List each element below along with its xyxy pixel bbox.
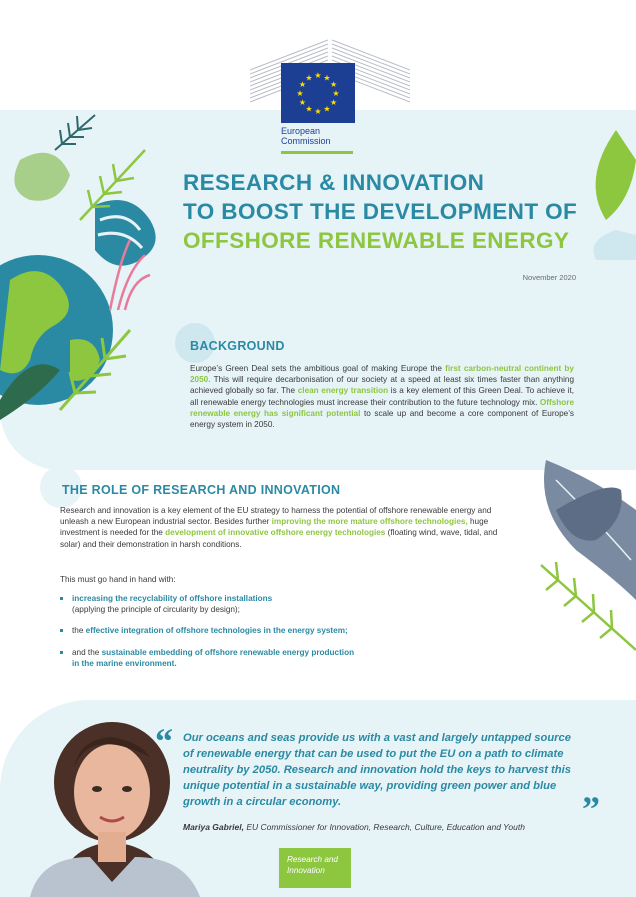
bg-highlight-2: clean energy transition	[297, 386, 389, 396]
flag-star-icon: ★	[305, 73, 313, 83]
logo-line2: Commission	[281, 136, 331, 146]
earth-plants-illustration	[0, 110, 200, 420]
publication-date: November 2020	[522, 273, 576, 282]
role-text-3: (floating wind, wave, tidal, and solar) and their demonstration in harsh conditions.	[60, 528, 498, 549]
role-highlight-2: development of innovative offshore energy technologies	[165, 528, 386, 538]
quote-attribution	[183, 822, 525, 832]
eu-flag-icon	[281, 63, 355, 123]
tag-line2: Innovation	[287, 866, 325, 875]
role-text-1: Research and innovation is a key element of the EU strategy to harness the potential of offshore renewable energy and unleash a new European industrial sector. Besides further	[60, 506, 492, 527]
flag-star-icon: ★	[305, 104, 313, 114]
role-paragraph	[60, 505, 520, 550]
list-item	[60, 647, 362, 669]
bullet-3-pre: and the	[72, 647, 102, 657]
title-line3: OFFSHORE RENEWABLE ENERGY	[183, 228, 570, 253]
flag-star-icon: ★	[298, 80, 306, 89]
page-title	[183, 168, 623, 255]
flag-star-icon: ★	[296, 89, 304, 98]
logo-line1: European	[281, 126, 321, 136]
research-innovation-tag	[279, 848, 351, 888]
bg-highlight-3: Offshore renewable energy has significant potential	[190, 397, 574, 418]
logo-underline	[281, 151, 353, 154]
list-item	[60, 593, 440, 615]
bullet-1-rest: (applying the principle of circularity by design);	[72, 605, 240, 615]
bullet-1-bold: increasing the recyclability of offshore installations	[72, 594, 273, 603]
background-heading: BACKGROUND	[190, 339, 285, 353]
bg-highlight-1: first carbon-neutral continent by 2050.	[190, 364, 574, 385]
bullet-list	[60, 593, 440, 679]
flag-star-icon: ★	[330, 80, 338, 89]
bg-text-1: Europe’s Green Deal sets the ambitious goal of making Europe the	[190, 364, 446, 373]
ec-logo-text	[281, 126, 361, 146]
bg-text-2: This will require decarbonisation of our society at a speed at least six times faster than anything achieved globally so far. The	[190, 375, 574, 396]
plants-right-illustration	[536, 450, 636, 690]
role-text-2: huge investment is needed for the	[60, 517, 489, 538]
flag-star-icon: ★	[323, 104, 331, 114]
title-line2: TO BOOST THE DEVELOPMENT OF	[183, 199, 578, 224]
bullet-3-bold: sustainable embedding of offshore renewable energy production in the marine environment.	[72, 647, 355, 668]
bullet-2-pre: the	[72, 626, 86, 636]
ec-logo	[250, 30, 410, 150]
attribution-name: Mariya Gabriel,	[183, 822, 244, 832]
background-paragraph	[190, 363, 574, 430]
role-paragraph-2: This must go hand in hand with:	[60, 575, 176, 584]
flag-star-icon: ★	[314, 71, 322, 80]
attribution-role: EU Commissioner for Innovation, Research, Culture, Education and Youth	[243, 822, 525, 832]
role-heading: THE ROLE OF RESEARCH AND INNOVATION	[62, 483, 341, 497]
flag-star-icon: ★	[332, 89, 340, 98]
quote-text: Our oceans and seas provide us with a vast and largely untapped source of renewable energy that can be used to put the EU on a path to climate neutrality by 2050. Research and innovation hold the keys to harvest this unique potential in a sustainable way, providing green power and blue growth in a circular economy.	[183, 732, 571, 808]
tag-line1: Research and	[287, 855, 338, 864]
title-line1: RESEARCH & INNOVATION	[183, 170, 485, 195]
quote-open-icon: “	[155, 721, 173, 761]
list-item	[60, 625, 440, 636]
quote-close-icon: ”	[582, 789, 600, 829]
bg-text-4: to scale up and become a core component of Europe’s energy system in 2050.	[190, 408, 574, 430]
flag-star-icon: ★	[330, 98, 338, 107]
flag-star-icon: ★	[298, 98, 306, 107]
flag-star-icon: ★	[323, 73, 331, 83]
flag-star-icon: ★	[314, 107, 322, 116]
role-highlight-1: improving the more mature offshore technologies,	[271, 517, 468, 527]
bullet-2-bold: effective integration of offshore technologies in the energy system;	[85, 626, 348, 636]
bg-text-3: is a key element of this Green Deal. To achieve it, all renewable energy technologies must increase their contribution to the future technology mix.	[190, 386, 575, 407]
